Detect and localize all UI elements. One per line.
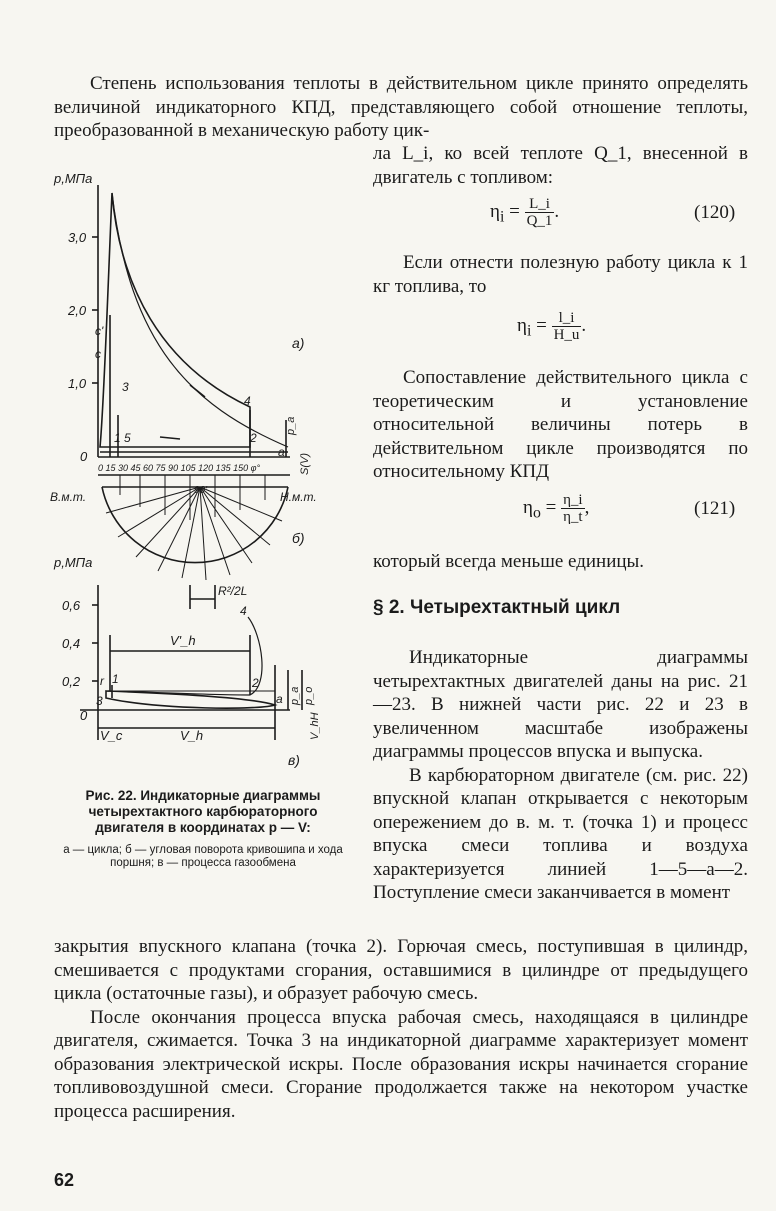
equation-120: $\eta_i$ = $\frac{L\_i}{Q\_1}$ . [490,196,560,229]
label-b: б) [292,530,305,546]
label-vh-h: V_hH [309,712,321,740]
top-tick-1: 1,0 [68,376,87,391]
paragraph-6: В карбюраторном двигателе (см. рис. 22) впускной клапан открывается с некоторым опережением до в. м. т. (точка 1) и процесс впуска смеси топлива и воздуха характеризуется линией 1—5—a—2. Поступление смеси заканчивается в момент [373,764,748,903]
label-sv: S(V) [299,453,311,475]
bottom-point-a: a [276,692,283,706]
intro-continuation: ла L_i, ко всей теплоте Q_1, внесенной в двигатель с топливом: [373,143,748,188]
bottom-point-4: 4 [240,604,247,618]
label-vh: V_h [180,728,204,743]
label-pa2: p_a [289,686,301,705]
label-v: в) [288,752,300,768]
label-vh-prime: V'_h [170,633,196,648]
paragraph-4: который всегда меньше единицы. [373,551,645,572]
top-tick-3: 3,0 [68,230,87,245]
point-3: 3 [122,380,129,394]
point-c: c [95,347,101,361]
point-1: 1 [114,431,121,445]
caption-main: Рис. 22. Индикаторные диаграммы четырехтактного карбюраторного двигателя в координатах p — V: [85,788,321,835]
right-column-top [373,142,748,189]
bottom-tick-2: 0,4 [62,636,81,651]
point-5: 5 [124,431,131,445]
point-2: 2 [250,431,257,445]
equation-121-number: (121) [694,498,736,519]
paragraph-7: После окончания процесса впуска рабочая смесь, находящаяся в цилиндре двигателя, сжимается. Точка 3 на индикаторной диаграмме характеризует момент образования электрической искры. После образования искры начинается сгорание топливовоздушной смеси. Сгорание продолжается также на некотором участке процесса расширения. [54,1006,748,1122]
bottom-tick-3: 0,6 [62,598,81,613]
equation-121: $\eta_o$ = $\frac{\eta\_i}{\eta\_t}$ , [523,492,590,525]
label-po: p_o [303,686,315,705]
paragraph-5: Индикаторные диаграммы четырехтактных двигателей даны на рис. 21—23. В нижней части рис. 22 и 23 в увеличенном масштабе изображены диаграммы процессов впуска и выпуска. [373,647,748,762]
label-nmt: Н.м.т. [280,490,317,504]
paragraph-6b: закрытия впускного клапана (точка 2). Горючая смесь, поступившая в цилиндр, смешивается с продуктами сгорания, оставшимися в цилиндре от предыдущего цикла (остаточные газы), и образует рабочую смесь. [54,936,748,1004]
label-vmt: В.м.т. [50,490,87,504]
point-4: 4 [244,394,251,408]
equation-120-number: (120) [694,202,736,223]
label-vc: V_c [100,728,123,743]
paragraph-5-6 [373,646,748,905]
intro-paragraph [54,72,748,143]
angle-ticks: 0 15 30 45 60 75 90 105 120 135 150 φ° [98,463,261,473]
figure-22 [40,165,360,775]
label-r2l: R²/2L [218,584,248,598]
bottom-axis-label: p,МПа [54,555,93,570]
equation-li-hu: $\eta_i$ = $\frac{l\_i}{H\_u}$ . [517,310,587,343]
top-tick-2: 2,0 [68,303,87,318]
section-title: § 2. Четырехтактный цикл [373,597,621,618]
caption-sub: а — цикла; б — угловая поворота кривошипа и хода поршня; в — процесса газообмена [63,844,343,869]
paragraph-3: Сопоставление действительного цикла с теоретическим и установление относительной величины потерь в действительном цикле производятся по относительному КПД [373,367,748,482]
paragraph-6b-7 [54,935,748,1123]
top-axis-label: p,МПа [54,171,93,186]
top-tick-0: 0 [80,449,88,464]
point-a: a [278,445,285,459]
page-number: 62 [54,1170,75,1190]
paragraph-2: Если отнести полезную работу цикла к 1 кг топлива, то [373,252,748,297]
label-r: r [100,674,104,688]
bottom-point-2: 2 [252,676,259,690]
point-c-prime: c' [95,324,104,338]
label-pa: p_a [285,416,297,435]
bottom-tick-1: 0,2 [62,674,81,689]
figure-caption [58,788,348,870]
intro-text: Степень использования теплоты в действительном цикле принято определять величиной индикаторного КПД, представляющего собой отношение теплоты, преобразованной в механическую работу цик- [54,73,748,141]
bottom-point-3: 3 [96,694,103,708]
bottom-tick-0: 0 [80,708,88,723]
label-a: а) [292,335,305,351]
bottom-point-1: 1 [112,672,119,686]
label-90: 90' [194,485,208,496]
